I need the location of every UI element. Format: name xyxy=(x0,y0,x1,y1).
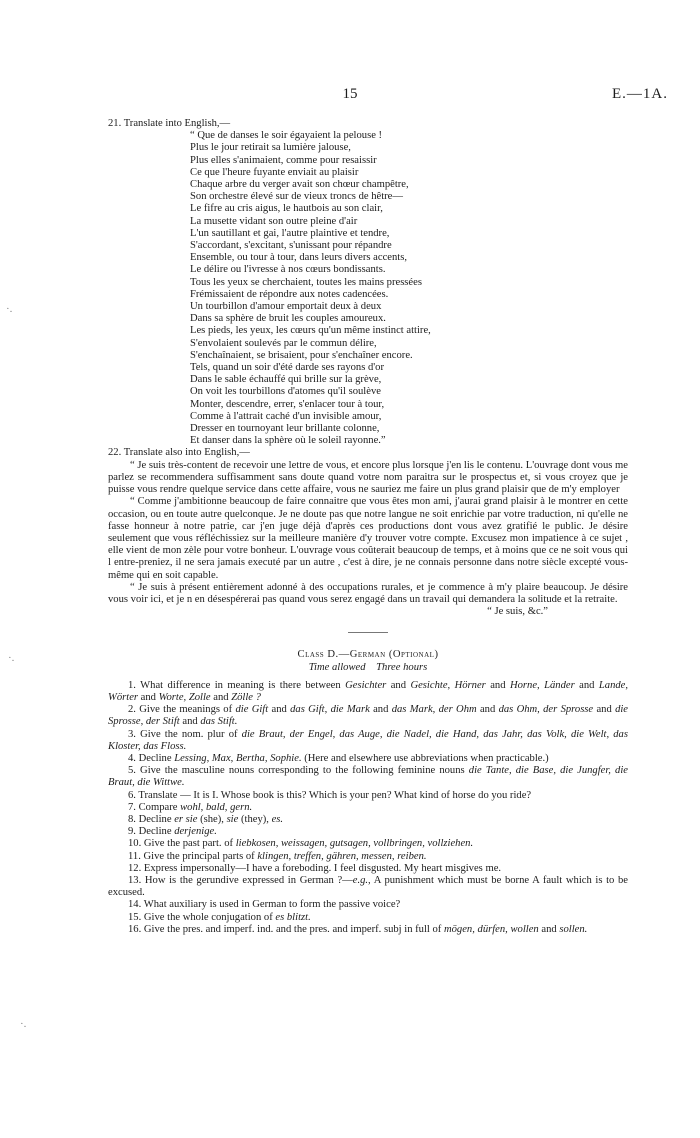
poem-line: S'accordant, s'excitant, s'unissant pour répandre xyxy=(190,240,392,252)
poem-line: Le fifre au cris aigus, le hautbois au son clair, xyxy=(190,203,383,215)
prose-paragraph-3: “ Je suis à présent entièrement adonné à des occupations rurales, et je commence à m'y plaire beaucoup. Je désire vous voir ici, et je n en désespérerai pas quand vous serez engagé dans un travail qui demandera la solitude et la retraite. xyxy=(108,581,628,605)
prose-paragraph-2: “ Comme j'ambitionne beaucoup de faire connaitre que vous êtes mon ami, j'aurai grand plaisir à le montrer en cette occasion, ou en toute autre quelconque. Je ne doute pas que notre langue ne soit enrichie par votre traduction, ni qu'elle ne fasse honneur à notre patrie, car j'en juge déjà d'après ces productions dont vous avez gratifié le public. Je désire seulement que vous réfléchissiez sur la meilleure manière d'y trouver votre compte. Excusez mon impatience à ce sujet , elle vient de mon zèle pour votre bonheur. L'ouvrage vous coûterait beaucoup de temps, et à moins que ce ne soit vous qui l entre-preniez, il ne sera jamais executé par un autre , c'est à dire, je ne connais personne dans notre siècle excepté vous-même qui en soit capable. xyxy=(108,496,628,581)
poem-line: L'un sautillant et gai, l'autre plaintive et tendre, xyxy=(190,227,390,239)
german-question: 14. What auxiliary is used in German to form the passive voice? xyxy=(128,899,401,911)
page-number: 15 xyxy=(342,86,358,102)
german-question: 16. Give the pres. and imperf. ind. and the pres. and imperf. subj in full of mögen, dürfen, wollen and sollen. xyxy=(128,923,588,935)
german-question: 9. Decline derjenige. xyxy=(128,826,217,838)
german-question: 3. Give the nom. plur of die Braut, der Engel, das Auge, die Nadel, die Hand, das Jahr, das Volk, die Welt, das Kloster, das Floss. xyxy=(108,728,628,752)
poem-line: Le délire ou l'ivresse à nos cœurs bondissants. xyxy=(190,264,386,276)
german-question: 10. Give the past part. of liebkosen, weissagen, gutsagen, vollbringen, vollziehen. xyxy=(128,838,474,850)
poem-line: “ Que de danses le soir égayaient la pelouse ! xyxy=(190,130,383,142)
poem-line: Plus le jour retirait sa lumière jalouse, xyxy=(190,142,351,154)
poem-line: Dans le sable échauffé qui brille sur la grève, xyxy=(190,374,382,386)
german-question: 11. Give the principal parts of klingen, treffen, gähren, messen, reiben. xyxy=(128,850,427,862)
poem-line: Dresser en tournoyant leur brillante colonne, xyxy=(190,423,380,435)
poem-line: Comme à l'attrait caché d'un invisible amour, xyxy=(190,410,382,422)
german-question: 8. Decline er sie (she), sie (they), es. xyxy=(128,813,284,825)
poem-line: Chaque arbre du verger avait son chœur champêtre, xyxy=(190,179,409,191)
german-question-list xyxy=(108,680,628,936)
german-question: 5. Give the masculine nouns corresponding to the following feminine nouns die Tante, die Base, die Jungfer, die Braut, die Wittwe. xyxy=(108,765,628,789)
poem-line: Ce que l'heure fuyante enviait au plaisir xyxy=(190,166,359,178)
exam-text xyxy=(108,118,628,936)
german-question: 15. Give the whole conjugation of es blitzt. xyxy=(128,911,311,923)
margin-mark: ·. xyxy=(8,652,15,664)
poem-line: La musette vidant son outre pleine d'air xyxy=(190,215,358,227)
prose-paragraph-1: “ Je suis très-content de recevoir une lettre de vous, et encore plus lorsque j'en lis le contenu. L'ouvrage dont vous me parlez se recommendera suffisamment sans doute quand votre nom paraitra sur le prospectus et, si vous croyez que je puisse vous rendre quelque service dans cette affaire, vous ne sauriez me faire un plus grand plaisir que de m'y employer xyxy=(108,459,628,496)
german-question: 2. Give the meanings of die Gift and das Gift, die Mark and das Mark, der Ohm and das Ohm, der Sprosse and die Sprosse, der Stift and das Stift. xyxy=(108,704,629,728)
poem-line: Les pieds, les yeux, les cœurs qu'un même instinct attire, xyxy=(190,325,431,337)
german-question: 6. Translate — It is I. Whose book is this? Which is your pen? What kind of horse do you ride? xyxy=(128,789,532,801)
poem-line: Dans sa sphère de bruit les couples amoureux. xyxy=(190,313,386,325)
poem-line: On voit les tourbillons d'atomes qu'il soulève xyxy=(190,386,381,398)
poem-line: Frémissaient de répondre aux notes cadencées. xyxy=(190,288,389,300)
margin-mark: ·. xyxy=(6,303,13,315)
poem-line: Monter, descendre, errer, s'enlacer tour à tour, xyxy=(190,398,385,410)
poem-line: Un tourbillon d'amour emportait deux à deux xyxy=(190,301,382,313)
poem-line: Et danser dans la sphère où le soleil rayonne.” xyxy=(190,435,386,447)
class-d-title: Class D.—German (Optional) xyxy=(297,649,439,661)
german-question: 7. Compare wohl, bald, gern. xyxy=(128,801,253,813)
poem-line: Tels, quand un soir d'été darde ses rayons d'or xyxy=(190,362,385,374)
question-21-label: 21. Translate into English,— xyxy=(108,118,231,129)
signature-line: “ Je suis, &c.” xyxy=(487,606,548,618)
poem-line: S'enchaînaient, se brisaient, pour s'enchaîner encore. xyxy=(190,349,413,361)
french-poem xyxy=(190,130,628,447)
poem-line: Plus elles s'animaient, comme pour resaissir xyxy=(190,154,377,166)
german-question: 1. What difference in meaning is there between Gesichter and Gesichte, Hörner and Horne, Länder and Lande, Wörter and Worte, Zolle and Zölle ? xyxy=(108,679,629,703)
document-code: E.—1A. xyxy=(612,86,668,102)
time-allowed: Time allowed Three hours xyxy=(308,661,428,673)
section-divider xyxy=(348,632,388,633)
german-question: 12. Express impersonally—I have a foreboding. I feel disgusted. My heart misgives me. xyxy=(128,862,502,874)
question-22-label: 22. Translate also into English,— xyxy=(108,447,250,459)
german-question: 4. Decline Lessing, Max, Bertha, Sophie. (Here and elsewhere use abbreviations when practicable.) xyxy=(128,752,549,764)
poem-line: Tous les yeux se cherchaient, toutes les mains pressées xyxy=(190,276,422,288)
poem-line: Ensemble, ou tour à tour, dans leurs divers accents, xyxy=(190,252,407,264)
margin-mark: ·. xyxy=(20,1018,27,1030)
poem-line: Son orchestre élevé sur de vieux troncs de hêtre— xyxy=(190,191,403,203)
german-question: 13. How is the gerundive expressed in German ?—e.g., A punishment which must be borne A fault which is to be excused. xyxy=(108,874,628,899)
poem-line: S'envolaient soulevés par le commun délire, xyxy=(190,337,377,349)
